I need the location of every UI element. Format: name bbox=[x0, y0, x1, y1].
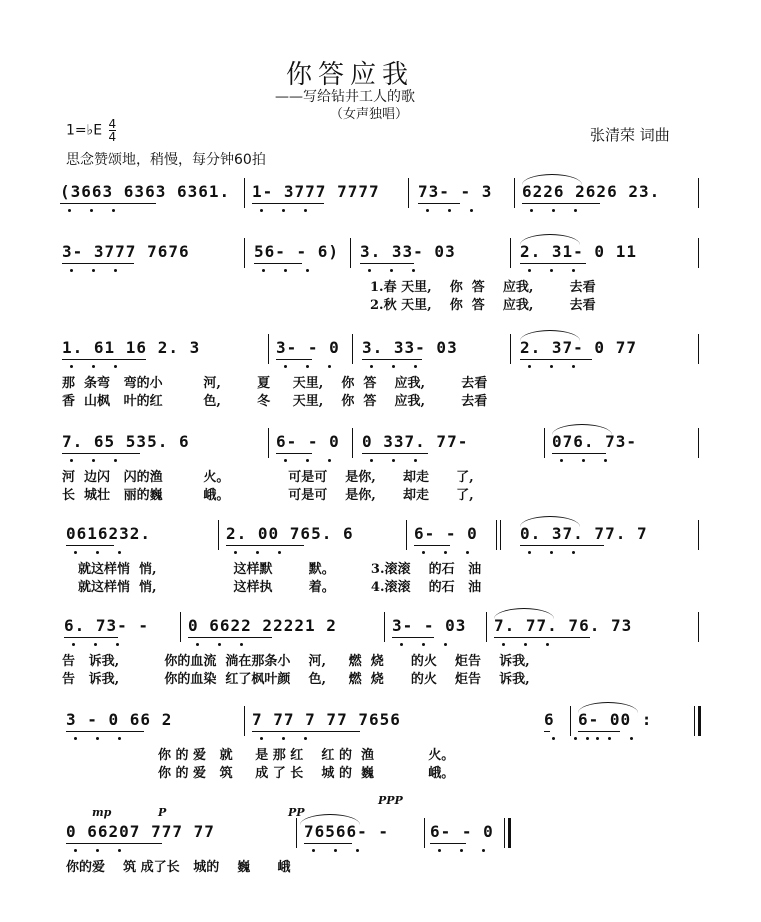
lyric-text: 告 诉我, 你的血染 红了枫叶颜 色, 燃 烧 的火 炬告 诉我, bbox=[62, 672, 530, 687]
beam-line bbox=[362, 453, 428, 454]
lyric-text: 河 边闪 闪的渔 火。 可是可 是你, 却走 了, bbox=[62, 470, 474, 485]
score-system-8 bbox=[0, 822, 761, 922]
note-line bbox=[0, 616, 761, 642]
measure-notes: 7 77 7 77 7656 bbox=[252, 710, 401, 729]
beam-line bbox=[520, 545, 604, 546]
octave-dot bbox=[608, 737, 611, 740]
octave-dot bbox=[306, 459, 309, 462]
octave-dot bbox=[114, 459, 117, 462]
note-line bbox=[0, 822, 761, 848]
beam-line bbox=[276, 453, 312, 454]
beam-line bbox=[66, 545, 114, 546]
bar-line bbox=[486, 612, 487, 642]
bar-line bbox=[244, 238, 245, 268]
bar-line bbox=[698, 612, 699, 642]
octave-dot bbox=[282, 737, 285, 740]
octave-dot bbox=[306, 269, 309, 272]
octave-dot bbox=[356, 849, 359, 852]
slur-arc bbox=[522, 174, 582, 185]
beam-line bbox=[362, 359, 422, 360]
note-line bbox=[0, 242, 761, 268]
bar-line bbox=[268, 428, 269, 458]
octave-dot bbox=[74, 849, 77, 852]
octave-dot bbox=[118, 737, 121, 740]
lyric-text: 你的爱 筑 成了长 城的 巍 峨 bbox=[66, 860, 291, 875]
key-signature bbox=[66, 118, 116, 143]
octave-dot bbox=[550, 269, 553, 272]
octave-dot bbox=[306, 365, 309, 368]
beam-line bbox=[252, 731, 360, 732]
bar-line bbox=[698, 706, 701, 736]
measure-notes: 3 - 0 66 2 bbox=[66, 710, 173, 729]
bar-line bbox=[698, 334, 699, 364]
octave-dot bbox=[470, 209, 473, 212]
measure-notes: 3. 33- 03 bbox=[360, 242, 456, 261]
octave-dot bbox=[524, 643, 527, 646]
beam-line bbox=[64, 637, 118, 638]
author-credit: 张清荣 词曲 bbox=[590, 126, 670, 144]
beam-line bbox=[254, 263, 302, 264]
beam-line bbox=[62, 263, 134, 264]
score-system-2 bbox=[0, 242, 761, 342]
beam-line bbox=[62, 359, 146, 360]
tempo-marking: 思念赞颂地，稍慢，每分钟60拍 bbox=[66, 152, 266, 168]
measure-notes: 7. 65 535. 6 bbox=[62, 432, 190, 451]
measure-notes: 76566- - bbox=[304, 822, 390, 841]
beam-line bbox=[552, 453, 606, 454]
measure-notes: 3- - 03 bbox=[392, 616, 467, 635]
octave-dot bbox=[114, 365, 117, 368]
measure-notes: 6- - 0 bbox=[276, 432, 340, 451]
octave-dot bbox=[92, 365, 95, 368]
octave-dot bbox=[262, 269, 265, 272]
beam-line bbox=[544, 731, 550, 732]
octave-dot bbox=[70, 269, 73, 272]
bar-line bbox=[694, 706, 695, 736]
measure-notes: 0 337. 77- bbox=[362, 432, 469, 451]
beam-line bbox=[226, 545, 304, 546]
octave-dot bbox=[422, 643, 425, 646]
octave-dot bbox=[528, 551, 531, 554]
bar-line bbox=[510, 334, 511, 364]
octave-dot bbox=[528, 365, 531, 368]
note-line bbox=[0, 338, 761, 364]
octave-dot bbox=[328, 459, 331, 462]
lyric-text: 2.秋 天里, 你 答 应我, 去看 bbox=[370, 298, 596, 313]
octave-dot bbox=[96, 849, 99, 852]
octave-dot bbox=[586, 737, 589, 740]
octave-dot bbox=[72, 643, 75, 646]
bar-line bbox=[268, 334, 269, 364]
measure-notes: 0 66207 777 77 bbox=[66, 822, 215, 841]
beam-line bbox=[520, 263, 586, 264]
measure-notes: (3663 6363 6361. bbox=[60, 182, 231, 201]
dynamic-marking: P bbox=[158, 806, 167, 819]
octave-dot bbox=[438, 849, 441, 852]
lyric-text: 1.春 天里, 你 答 应我, 去看 bbox=[370, 280, 596, 295]
bar-line bbox=[352, 428, 353, 458]
octave-dot bbox=[218, 643, 221, 646]
octave-dot bbox=[550, 365, 553, 368]
octave-dot bbox=[444, 551, 447, 554]
octave-dot bbox=[92, 459, 95, 462]
octave-dot bbox=[96, 551, 99, 554]
octave-dot bbox=[400, 643, 403, 646]
note-line bbox=[0, 182, 761, 208]
time-top: 4 bbox=[108, 117, 117, 131]
octave-dot bbox=[334, 849, 337, 852]
measure-notes: 0 6622 22221 2 bbox=[188, 616, 337, 635]
bar-line bbox=[244, 178, 245, 208]
octave-dot bbox=[256, 551, 259, 554]
octave-dot bbox=[328, 365, 331, 368]
octave-dot bbox=[282, 209, 285, 212]
octave-dot bbox=[260, 209, 263, 212]
dynamic-marking: PP bbox=[288, 806, 305, 819]
beam-line bbox=[392, 637, 434, 638]
bar-line bbox=[544, 428, 545, 458]
octave-dot bbox=[92, 269, 95, 272]
octave-dot bbox=[552, 737, 555, 740]
measure-notes: 1. 61 16 2. 3 bbox=[62, 338, 201, 357]
score-system-6 bbox=[0, 616, 761, 716]
bar-line bbox=[384, 612, 385, 642]
octave-dot bbox=[94, 643, 97, 646]
bar-line bbox=[350, 238, 351, 268]
octave-dot bbox=[552, 209, 555, 212]
octave-dot bbox=[414, 459, 417, 462]
octave-dot bbox=[392, 459, 395, 462]
bar-line bbox=[218, 520, 219, 550]
beam-line bbox=[60, 203, 156, 204]
performance-note: （女声独唱） bbox=[330, 107, 409, 122]
octave-dot bbox=[502, 643, 505, 646]
measure-notes: 0. 37. 77. 7 bbox=[520, 524, 648, 543]
octave-dot bbox=[74, 551, 77, 554]
note-line bbox=[0, 432, 761, 458]
measure-notes: 7. 77. 76. 73 bbox=[494, 616, 633, 635]
octave-dot bbox=[118, 849, 121, 852]
dynamic-marking: mp bbox=[92, 806, 112, 819]
octave-dot bbox=[234, 551, 237, 554]
octave-dot bbox=[560, 459, 563, 462]
octave-dot bbox=[112, 209, 115, 212]
octave-dot bbox=[304, 737, 307, 740]
octave-dot bbox=[284, 365, 287, 368]
key-label: 1=♭E bbox=[66, 122, 103, 139]
lyric-text: 长 城壮 丽的巍 峨。 可是可 是你, 却走 了, bbox=[62, 488, 474, 503]
measure-notes: 73- - 3 bbox=[418, 182, 493, 201]
octave-dot bbox=[482, 849, 485, 852]
octave-dot bbox=[572, 551, 575, 554]
octave-dot bbox=[460, 849, 463, 852]
beam-line bbox=[360, 263, 414, 264]
score-system-5 bbox=[0, 524, 761, 624]
measure-notes: 6- - 0 bbox=[414, 524, 478, 543]
time-bottom: 4 bbox=[108, 130, 117, 144]
octave-dot bbox=[260, 737, 263, 740]
measure-notes: 076. 73- bbox=[552, 432, 638, 451]
bar-line bbox=[698, 238, 699, 268]
octave-dot bbox=[284, 459, 287, 462]
measure-notes: 1- 3777 7777 bbox=[252, 182, 380, 201]
song-subtitle: ——写给钻井工人的歌 bbox=[275, 89, 415, 105]
bar-line bbox=[500, 520, 501, 550]
bar-line bbox=[352, 334, 353, 364]
bar-line bbox=[508, 818, 511, 848]
octave-dot bbox=[70, 459, 73, 462]
octave-dot bbox=[528, 269, 531, 272]
octave-dot bbox=[448, 209, 451, 212]
octave-dot bbox=[444, 643, 447, 646]
octave-dot bbox=[582, 459, 585, 462]
octave-dot bbox=[370, 459, 373, 462]
lyric-text: 香 山枫 叶的红 色, 冬 天里, 你 答 应我, 去看 bbox=[62, 394, 488, 409]
beam-line bbox=[304, 843, 352, 844]
octave-dot bbox=[90, 209, 93, 212]
bar-line bbox=[408, 178, 409, 208]
octave-dot bbox=[240, 643, 243, 646]
bar-line bbox=[698, 178, 699, 208]
measure-notes: 6226 2626 23. bbox=[522, 182, 661, 201]
octave-dot bbox=[604, 459, 607, 462]
octave-dot bbox=[390, 269, 393, 272]
score-system-4 bbox=[0, 432, 761, 532]
bar-line bbox=[698, 428, 699, 458]
octave-dot bbox=[414, 365, 417, 368]
bar-line bbox=[180, 612, 181, 642]
octave-dot bbox=[116, 643, 119, 646]
measure-notes: 6- 00 : bbox=[578, 710, 653, 729]
octave-dot bbox=[466, 551, 469, 554]
bar-line bbox=[424, 818, 425, 848]
measure-notes: 2. 00 765. 6 bbox=[226, 524, 354, 543]
octave-dot bbox=[574, 737, 577, 740]
note-line bbox=[0, 710, 761, 736]
octave-dot bbox=[530, 209, 533, 212]
beam-line bbox=[62, 453, 140, 454]
bar-line bbox=[570, 706, 571, 736]
beam-line bbox=[252, 203, 324, 204]
bar-line bbox=[514, 178, 515, 208]
beam-line bbox=[522, 203, 600, 204]
octave-dot bbox=[546, 643, 549, 646]
bar-line bbox=[406, 520, 407, 550]
beam-line bbox=[418, 203, 460, 204]
octave-dot bbox=[196, 643, 199, 646]
lyric-text: 那 条弯 弯的小 河, 夏 天里, 你 答 应我, 去看 bbox=[62, 376, 488, 391]
octave-dot bbox=[118, 551, 121, 554]
lyric-text: 就这样悄 悄, 这样默 默。 3.滚滚 的石 油 bbox=[78, 562, 482, 577]
octave-dot bbox=[412, 269, 415, 272]
octave-dot bbox=[74, 737, 77, 740]
octave-dot bbox=[68, 209, 71, 212]
measure-notes: 2. 37- 0 77 bbox=[520, 338, 637, 357]
note-line bbox=[0, 524, 761, 550]
octave-dot bbox=[278, 551, 281, 554]
dynamic-marking: PPP bbox=[378, 794, 403, 807]
octave-dot bbox=[96, 737, 99, 740]
measure-notes: 2. 31- 0 11 bbox=[520, 242, 637, 261]
octave-dot bbox=[596, 737, 599, 740]
octave-dot bbox=[304, 209, 307, 212]
beam-line bbox=[66, 843, 162, 844]
bar-line bbox=[244, 706, 245, 736]
octave-dot bbox=[426, 209, 429, 212]
measure-notes: 3- - 0 bbox=[276, 338, 340, 357]
octave-dot bbox=[572, 269, 575, 272]
lyric-text: 就这样悄 悄, 这样执 着。 4.滚滚 的石 油 bbox=[78, 580, 482, 595]
octave-dot bbox=[312, 849, 315, 852]
bar-line bbox=[296, 818, 297, 848]
beam-line bbox=[276, 359, 312, 360]
measure-notes: 6 bbox=[544, 710, 555, 729]
octave-dot bbox=[368, 269, 371, 272]
bar-line bbox=[496, 520, 497, 550]
bar-line bbox=[504, 818, 505, 848]
octave-dot bbox=[392, 365, 395, 368]
beam-line bbox=[520, 359, 592, 360]
measure-notes: 3- 3777 7676 bbox=[62, 242, 190, 261]
octave-dot bbox=[70, 365, 73, 368]
beam-line bbox=[414, 545, 450, 546]
octave-dot bbox=[630, 737, 633, 740]
slur-arc bbox=[300, 814, 360, 825]
octave-dot bbox=[370, 365, 373, 368]
measure-notes: 3. 33- 03 bbox=[362, 338, 458, 357]
lyric-text: 告 诉我, 你的血流 淌在那条小 河, 燃 烧 的火 炬告 诉我, bbox=[62, 654, 530, 669]
lyric-text: 你 的 爱 就 是 那 红 红 的 渔 火。 bbox=[158, 748, 455, 763]
octave-dot bbox=[114, 269, 117, 272]
octave-dot bbox=[550, 551, 553, 554]
measure-notes: 6- - 0 bbox=[430, 822, 494, 841]
score-system-3 bbox=[0, 338, 761, 438]
beam-line bbox=[188, 637, 272, 638]
octave-dot bbox=[572, 365, 575, 368]
lyric-text: 你 的 爱 筑 成 了 长 城 的 巍 峨。 bbox=[158, 766, 455, 781]
octave-dot bbox=[574, 209, 577, 212]
measure-notes: 6. 73- - bbox=[64, 616, 150, 635]
song-title: 你答应我 bbox=[285, 60, 414, 90]
measure-notes: 56- - 6) bbox=[254, 242, 340, 261]
octave-dot bbox=[422, 551, 425, 554]
bar-line bbox=[510, 238, 511, 268]
beam-line bbox=[578, 731, 620, 732]
beam-line bbox=[494, 637, 590, 638]
beam-line bbox=[66, 731, 144, 732]
octave-dot bbox=[284, 269, 287, 272]
time-signature bbox=[109, 118, 117, 143]
beam-line bbox=[430, 843, 466, 844]
bar-line bbox=[698, 520, 699, 550]
measure-notes: 0616232. bbox=[66, 524, 152, 543]
